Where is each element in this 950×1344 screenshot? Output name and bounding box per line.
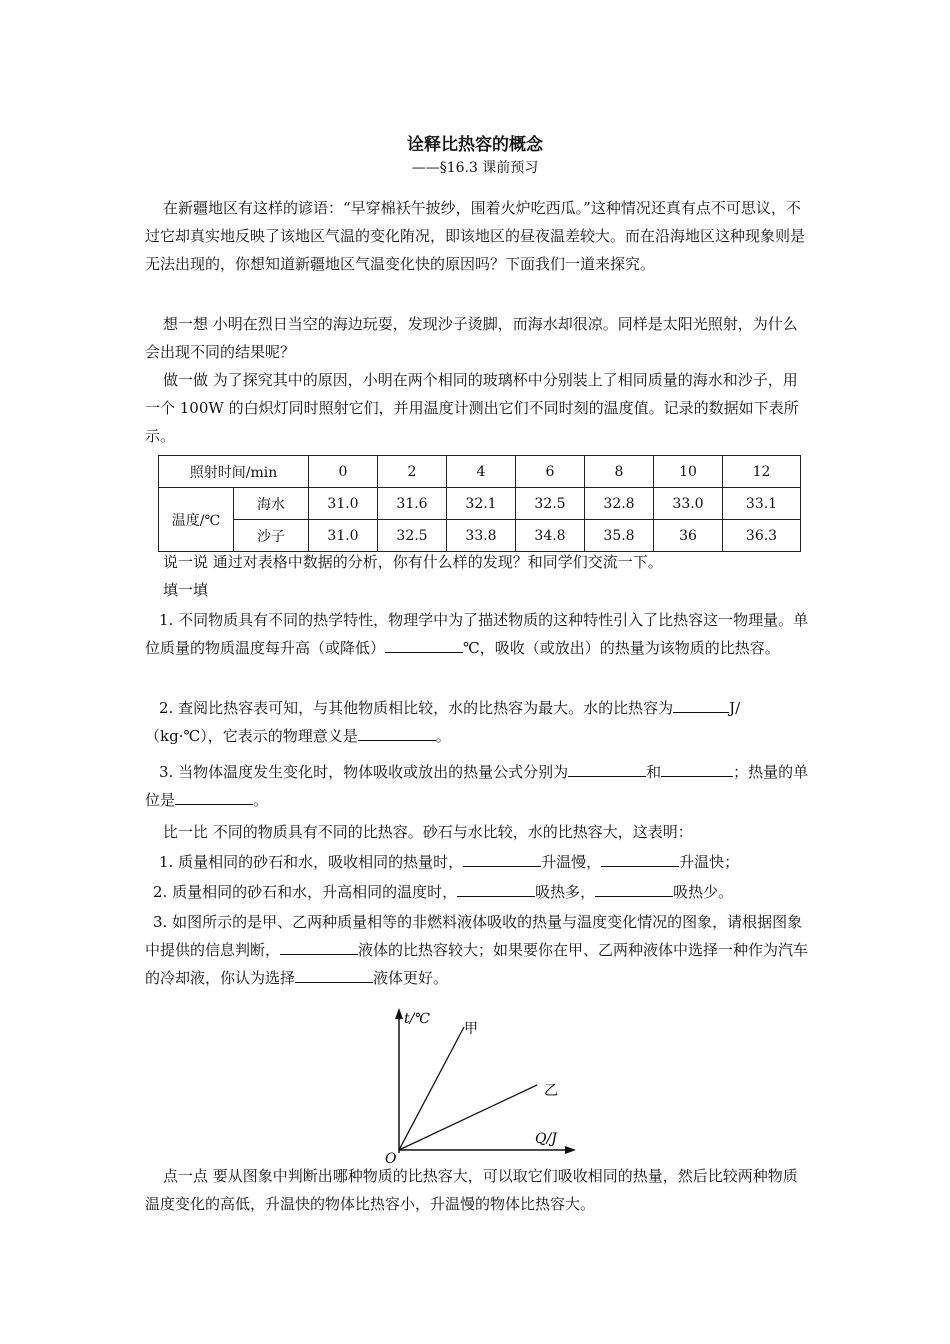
time-cell: 6 [516, 456, 585, 488]
time-cell: 2 [378, 456, 447, 488]
compare-2-text-b: 吸热多， [535, 883, 596, 901]
time-cell: 4 [447, 456, 516, 488]
answer-blank[interactable] [601, 850, 679, 867]
table-header-row [159, 456, 801, 488]
time-cell: 10 [654, 456, 723, 488]
answer-blank[interactable] [295, 966, 373, 983]
time-cell: 0 [309, 456, 378, 488]
fill-q2-text-c: 。 [435, 727, 451, 745]
heat-temperature-graph [372, 1005, 582, 1165]
fill-q2-text-b: J/（kg·℃），它表示的物理意义是 [145, 699, 741, 745]
page-subtitle: ——§16.3 课前预习 [411, 160, 539, 176]
value-cell: 31.6 [378, 488, 447, 520]
say-paragraph: 说一说 通过对表格中数据的分析，你有什么样的发现？和同学们交流一下。 [163, 553, 663, 571]
compare-1-text-c: 升温快； [679, 853, 740, 871]
time-cell: 8 [585, 456, 654, 488]
intro-paragraph: 在新疆地区有这样的谚语：“早穿棉袄午披纱，围着火炉吃西瓜。”这种情况还真有点不可思议，不过它却真实地反映了该地区气温的变化陏况，即该地区的昼夜温差较大。而在沿海地区这种现象则是无法出现的，你想知道新疆地区气温变化快的原因吗？下面我们一道来探究。 [145, 199, 806, 273]
value-cell: 33.8 [447, 520, 516, 552]
line-yi [399, 1085, 537, 1150]
answer-blank[interactable] [457, 880, 535, 897]
fill-q1-text-a: 1. 不同物质具有不同的热学特性，物理学中为了描述物质的这种特性引入了比热容这一物理量。单位质量的物质温度每升高（或降低） [145, 611, 809, 657]
row-label: 沙子 [234, 520, 309, 552]
fill-q2-text-a: 2. 查阅比热容表可知，与其他物质相比较，水的比热容为最大。水的比热容为 [159, 699, 674, 717]
point-paragraph: 点一点 要从图象中判断出哪种物质的比热容大，可以取它们吸收相同的热量，然后比较两种物质温度变化的高低，升温快的物体比热容小，升温慢的物体比热容大。 [145, 1167, 798, 1213]
answer-blank[interactable] [463, 850, 541, 867]
do-paragraph: 做一做 为了探究其中的原因，小明在两个相同的玻璃杯中分别装上了相同质量的海水和沙子，用一个 100W 的白炽灯同时照射它们，并用温度计测出它们不同时刻的温度值。记录的数据如下表所示。 [145, 371, 799, 445]
answer-blank[interactable] [385, 636, 463, 653]
fill-q3-text-d: 。 [253, 791, 269, 809]
fill-heading: 填一填 [163, 581, 209, 599]
answer-blank[interactable] [568, 760, 646, 777]
time-cell: 12 [723, 456, 801, 488]
fill-q3-text-b: 和 [646, 763, 662, 781]
value-cell: 36 [654, 520, 723, 552]
fill-q3-text-c: ；热量的单位是 [145, 763, 809, 809]
value-cell: 32.5 [516, 488, 585, 520]
origin-label: O [385, 1151, 397, 1165]
value-cell: 34.8 [516, 520, 585, 552]
think-paragraph: 想一想 小明在烈日当空的海边玩耍，发现沙子烫脚，而海水却很凉。同样是太阳光照射，为什么会出现不同的结果呢？ [145, 315, 798, 361]
compare-1-text-b: 升温慢， [541, 853, 602, 871]
x-axis-arrow [565, 1146, 576, 1154]
line-jia-label: 甲 [464, 1021, 478, 1037]
row-label: 海水 [234, 488, 309, 520]
answer-blank[interactable] [673, 696, 729, 713]
fill-question-3 [145, 758, 810, 814]
line-jia [399, 1027, 464, 1150]
temperature-table [158, 455, 801, 552]
compare-3-text-c: 液体更好。 [373, 969, 449, 987]
compare-3-text-a: 3. 如图所示的是甲、乙两种质量相等的非燃料液体吸收的热量与温度变化情况的图象，请根据图象中提供的信息判断， [145, 913, 803, 959]
answer-blank[interactable] [280, 938, 358, 955]
compare-3-text-b: 液体的比热容较大；如果要你在甲、乙两种液体中选择一种作为汽车的冷却液，你认为选择 [145, 941, 809, 987]
x-axis-label: Q/J [535, 1131, 557, 1147]
compare-item-1 [145, 848, 810, 876]
value-cell: 31.0 [309, 520, 378, 552]
temp-label: 温度/℃ [159, 488, 234, 552]
fill-question-1 [145, 606, 810, 662]
value-cell: 32.8 [585, 488, 654, 520]
table-row [159, 488, 801, 520]
compare-2-text-c: 吸热少。 [673, 883, 734, 901]
answer-blank[interactable] [595, 880, 673, 897]
compare-intro: 比一比 不同的物质具有不同的比热容。砂石与水比较，水的比热容大，这表明： [163, 823, 693, 841]
value-cell: 33.1 [723, 488, 801, 520]
fill-question-2 [145, 694, 810, 750]
compare-item-3 [145, 908, 810, 992]
page-title: 诠释比热容的概念 [407, 135, 543, 155]
compare-2-text-a: 2. 质量相同的砂石和水，升高相同的温度时， [153, 883, 458, 901]
value-cell: 35.8 [585, 520, 654, 552]
value-cell: 32.1 [447, 488, 516, 520]
value-cell: 32.5 [378, 520, 447, 552]
answer-blank[interactable] [175, 788, 253, 805]
answer-blank[interactable] [661, 760, 733, 777]
value-cell: 36.3 [723, 520, 801, 552]
value-cell: 31.0 [309, 488, 378, 520]
answer-blank[interactable] [358, 724, 436, 741]
table-row [159, 520, 801, 552]
table-header-label: 照射时间/min [159, 456, 309, 488]
compare-1-text-a: 1. 质量相同的砂石和水，吸收相同的热量时， [159, 853, 464, 871]
value-cell: 33.0 [654, 488, 723, 520]
compare-item-2 [145, 878, 810, 906]
fill-q3-text-a: 3. 当物体温度发生变化时，物体吸收或放出的热量公式分别为 [159, 763, 569, 781]
fill-q1-text-b: ℃，吸收（或放出）的热量为该物质的比热容。 [463, 639, 780, 657]
y-axis-label: t/℃ [404, 1011, 431, 1027]
line-yi-label: 乙 [544, 1083, 558, 1099]
y-axis-arrow [395, 1008, 403, 1019]
